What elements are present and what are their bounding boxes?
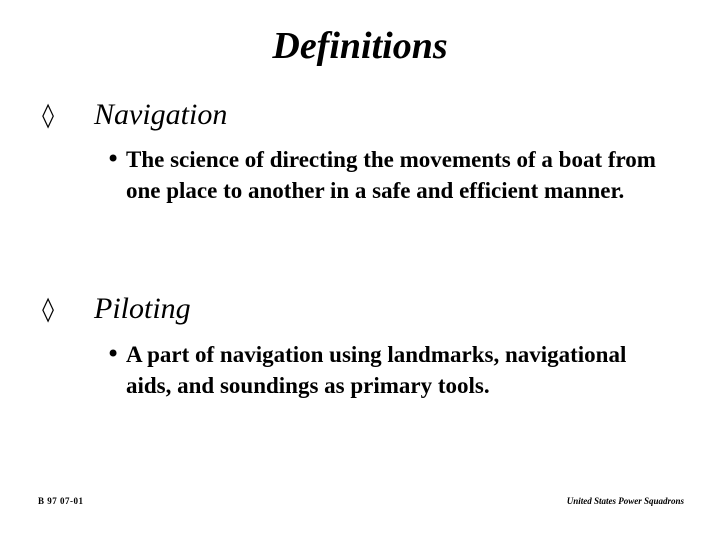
diamond-bullet-icon: ◊: [42, 295, 54, 323]
dot-bullet-icon: •: [106, 145, 121, 173]
footer-organization: United States Power Squadrons: [566, 496, 684, 506]
slide-title: Definitions: [272, 25, 448, 67]
footer-code: B 97 07-01: [38, 496, 84, 506]
definition-piloting: [106, 339, 676, 401]
term-label: Navigation: [94, 98, 228, 131]
definition-navigation: [106, 144, 676, 206]
diamond-bullet-icon: ◊: [42, 101, 54, 129]
term-piloting: [38, 289, 191, 329]
dot-bullet-icon: •: [106, 340, 121, 368]
term-label: Piloting: [94, 292, 191, 325]
definition-text: A part of navigation using landmarks, navigational aids, and soundings as primary tools.: [126, 342, 627, 398]
definition-text: The science of directing the movements of a boat from one place to another in a safe and efficient manner.: [126, 147, 656, 203]
term-navigation: [38, 95, 227, 135]
